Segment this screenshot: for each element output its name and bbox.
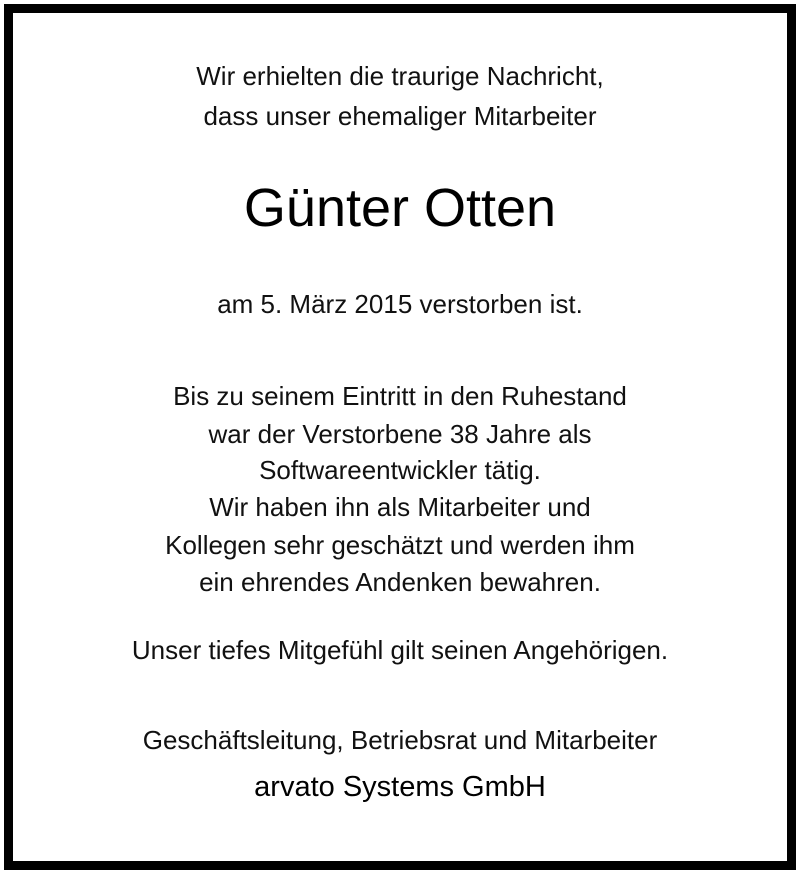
tribute-line-6: ein ehrendes Andenken bewahren.	[199, 567, 601, 597]
tribute-line-3: Softwareentwickler tätig.	[259, 455, 541, 485]
deceased-name: Günter Otten	[243, 178, 557, 238]
condolence-line: Unser tiefes Mitgefühl gilt seinen Angehörigen.	[131, 635, 669, 665]
tribute-line-1: Bis zu seinem Eintritt in den Ruhestand	[173, 381, 627, 411]
death-date-line: am 5. März 2015 verstorben ist.	[217, 289, 583, 319]
signatories-line: Geschäftsleitung, Betriebsrat und Mitarbeiter	[142, 725, 658, 755]
tribute-line-2: war der Verstorbene 38 Jahre als	[208, 419, 592, 449]
tribute-line-5: Kollegen sehr geschätzt und werden ihm	[165, 530, 635, 560]
intro-line-1: Wir erhielten die traurige Nachricht,	[196, 61, 604, 91]
intro-line-2: dass unser ehemaliger Mitarbeiter	[203, 101, 597, 131]
tribute-line-4: Wir haben ihn als Mitarbeiter und	[209, 492, 591, 522]
company-name: arvato Systems GmbH	[254, 771, 546, 803]
